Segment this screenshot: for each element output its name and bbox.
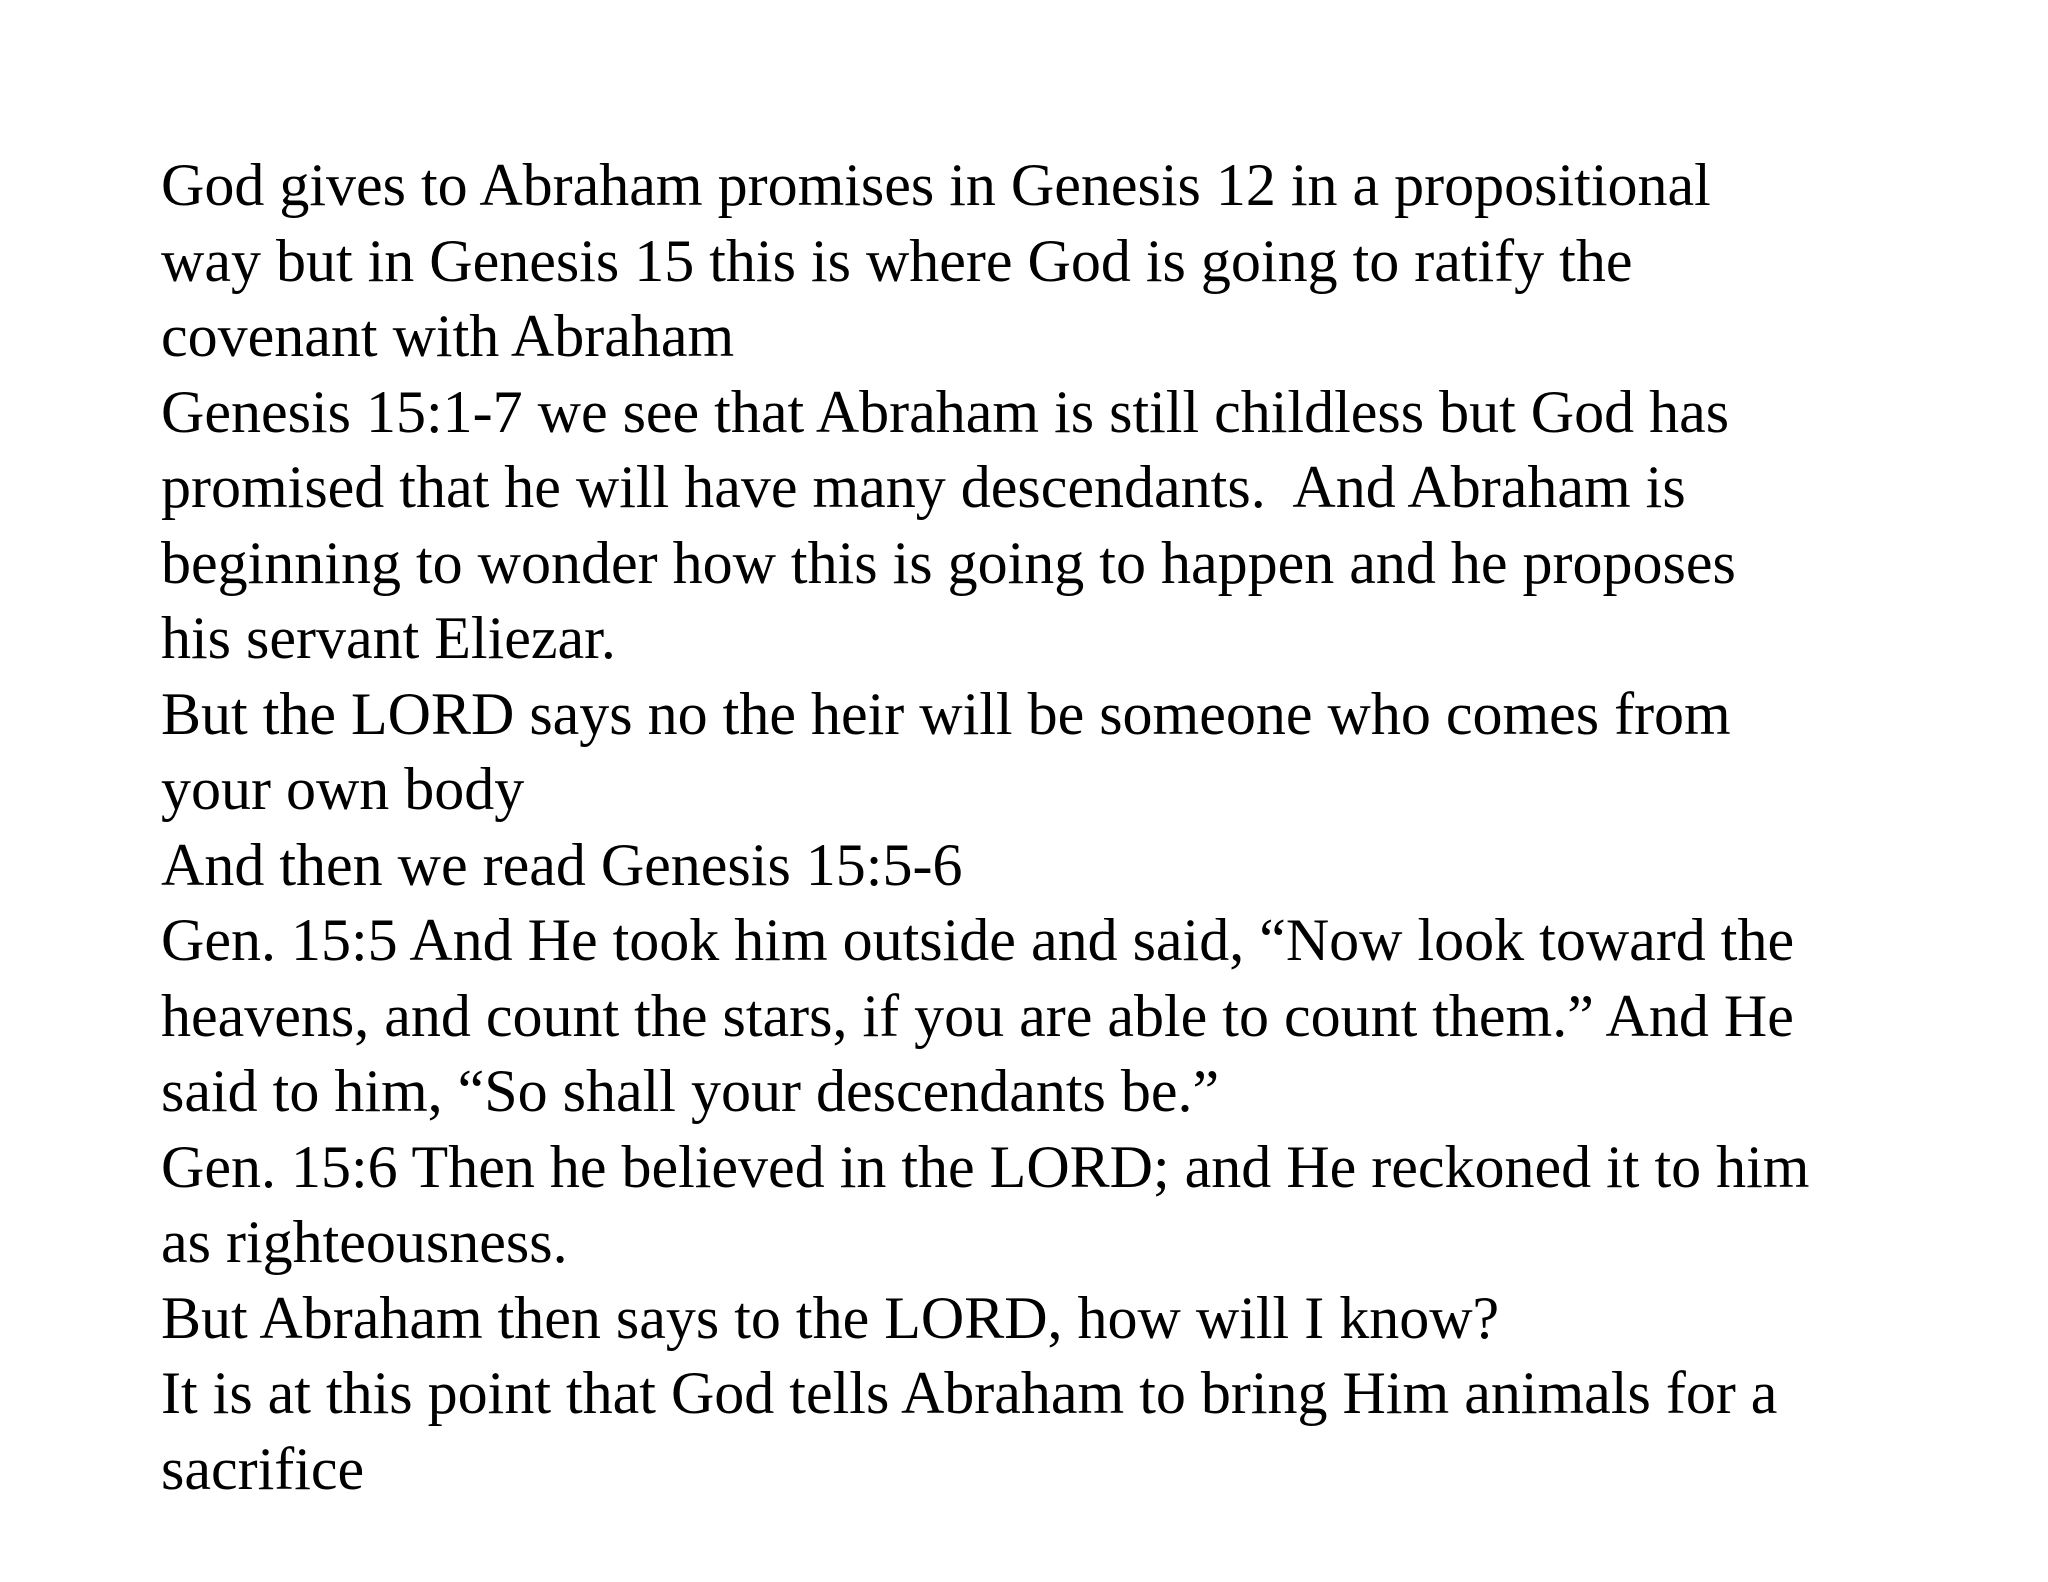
paragraph-sacrifice — [161, 1356, 1921, 1507]
paragraph-genesis-15-1-7 — [161, 375, 1921, 677]
text-line: promised that he will have many descendants. And Abraham is — [161, 454, 1686, 520]
text-line: God gives to Abraham promises in Genesis 12 in a propositional — [161, 152, 1711, 218]
text-line: as righteousness. — [161, 1209, 568, 1275]
paragraph-how-will-i-know — [161, 1281, 1921, 1357]
text-line: way but in Genesis 15 this is where God is going to ratify the — [161, 227, 1633, 294]
paragraph-abraham-promises — [161, 148, 1921, 375]
text-line: But the LORD says no the heir will be someone who comes from — [161, 680, 1731, 747]
text-line: heavens, and count the stars, if you are able to count them.” And He — [161, 982, 1794, 1049]
text-line: It is at this point that God tells Abraham to bring Him animals for a — [161, 1360, 1778, 1426]
paragraph-heir — [161, 677, 1921, 828]
document-body — [161, 148, 1921, 1507]
text-line: sacrifice — [161, 1435, 365, 1502]
paragraph-read-genesis — [161, 828, 1921, 904]
text-line: your own body — [161, 756, 525, 822]
text-line: said to him, “So shall your descendants be.” — [161, 1058, 1220, 1124]
text-line: covenant with Abraham — [161, 303, 735, 369]
text-line: Gen. 15:5 And He took him outside and said, “Now look toward the — [161, 907, 1795, 973]
paragraph-gen-15-6 — [161, 1130, 1921, 1281]
text-line: Genesis 15:1-7 we see that Abraham is still childless but God has — [161, 378, 1730, 445]
text-line: Gen. 15:6 Then he believed in the LORD; and He reckoned it to him — [161, 1133, 1810, 1200]
text-line: his servant Eliezar. — [161, 605, 616, 671]
text-line: But Abraham then says to the LORD, how will I know? — [161, 1284, 1500, 1351]
text-line: And then we read Genesis 15:5-6 — [161, 831, 963, 898]
paragraph-gen-15-5 — [161, 903, 1921, 1130]
text-line: beginning to wonder how this is going to happen and he proposes — [161, 529, 1736, 596]
